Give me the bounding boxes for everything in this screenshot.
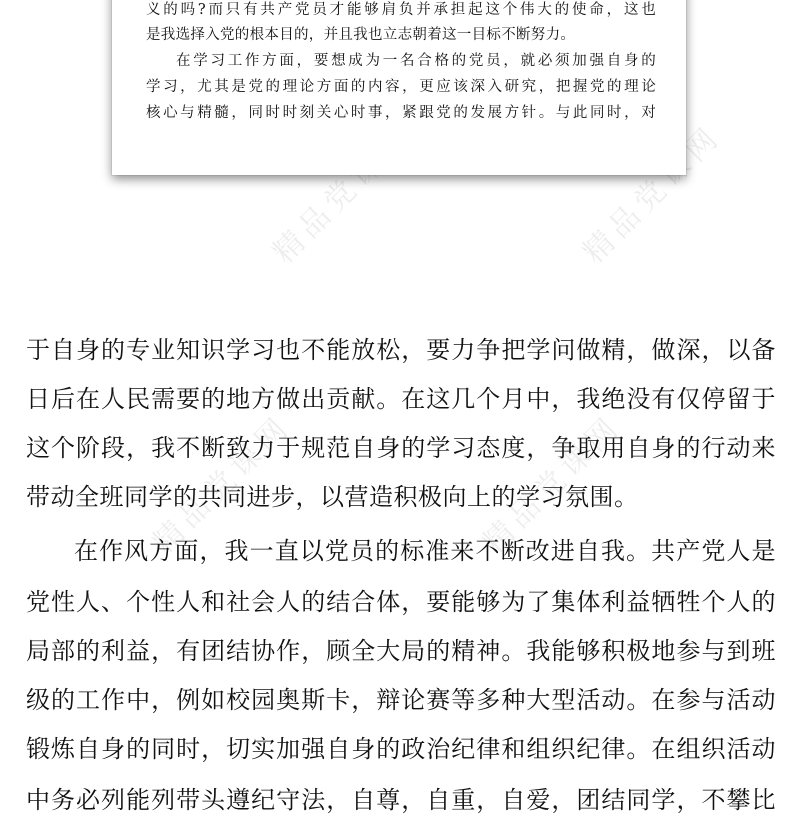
body-text-line: 局部的利益，有团结协作，顾全大局的精神。我能够积极地参与到班 (26, 637, 776, 665)
body-text-line: 日后在人民需要的地方做出贡献。在这几个月中，我绝没有仅停留于 (26, 385, 776, 413)
card-text-line: 学习，尤其是党的理论方面的内容，更应该深入研究，把握党的理论 (146, 79, 656, 95)
body-text-line: 带动全班同学的共同进步，以营造积极向上的学习氛围。 (26, 483, 639, 511)
body-text-line: 党性人、个性人和社会人的结合体，要能够为了集体利益牺牲个人的 (26, 588, 776, 616)
watermark: 精品党课网 (476, 408, 629, 561)
watermark: 精品党课网 (576, 118, 729, 271)
document-preview-card (112, 0, 686, 175)
card-text-line: 核心与精髓，同时时刻关心时事，紧跟党的发展方针。与此同时，对 (146, 105, 656, 121)
body-text-line: 在作风方面，我一直以党员的标准来不断改进自我。共产党人是 (74, 537, 776, 565)
card-text-line: 义的吗?而只有共产党员才能够肩负并承担起这个伟大的使命，这也 (146, 2, 656, 18)
card-text-line: 是我选择入党的根本目的，并且我也立志朝着这一目标不断努力。 (146, 27, 576, 43)
body-text-line: 中务必列能列带头遵纪守法，自尊，自重，自爱，团结同学，不攀比 (26, 786, 776, 814)
body-text-line: 级的工作中，例如校园奥斯卡，辩论赛等多种大型活动。在参与活动 (26, 686, 776, 714)
body-text-line: 这个阶段，我不断致力于规范自身的学习态度，争取用自身的行动来 (26, 434, 776, 462)
watermark: 精品党课网 (266, 118, 419, 271)
body-text-line: 于自身的专业知识学习也不能放松，要力争把学问做精，做深，以备 (26, 336, 776, 364)
card-text-line: 在学习工作方面，要想成为一名合格的党员，就必须加强自身的 (176, 53, 656, 69)
watermark: 精品党课网 (146, 408, 299, 561)
body-text-line: 锻炼自身的同时，切实加强自身的政治纪律和组织纪律。在组织活动 (26, 735, 776, 763)
